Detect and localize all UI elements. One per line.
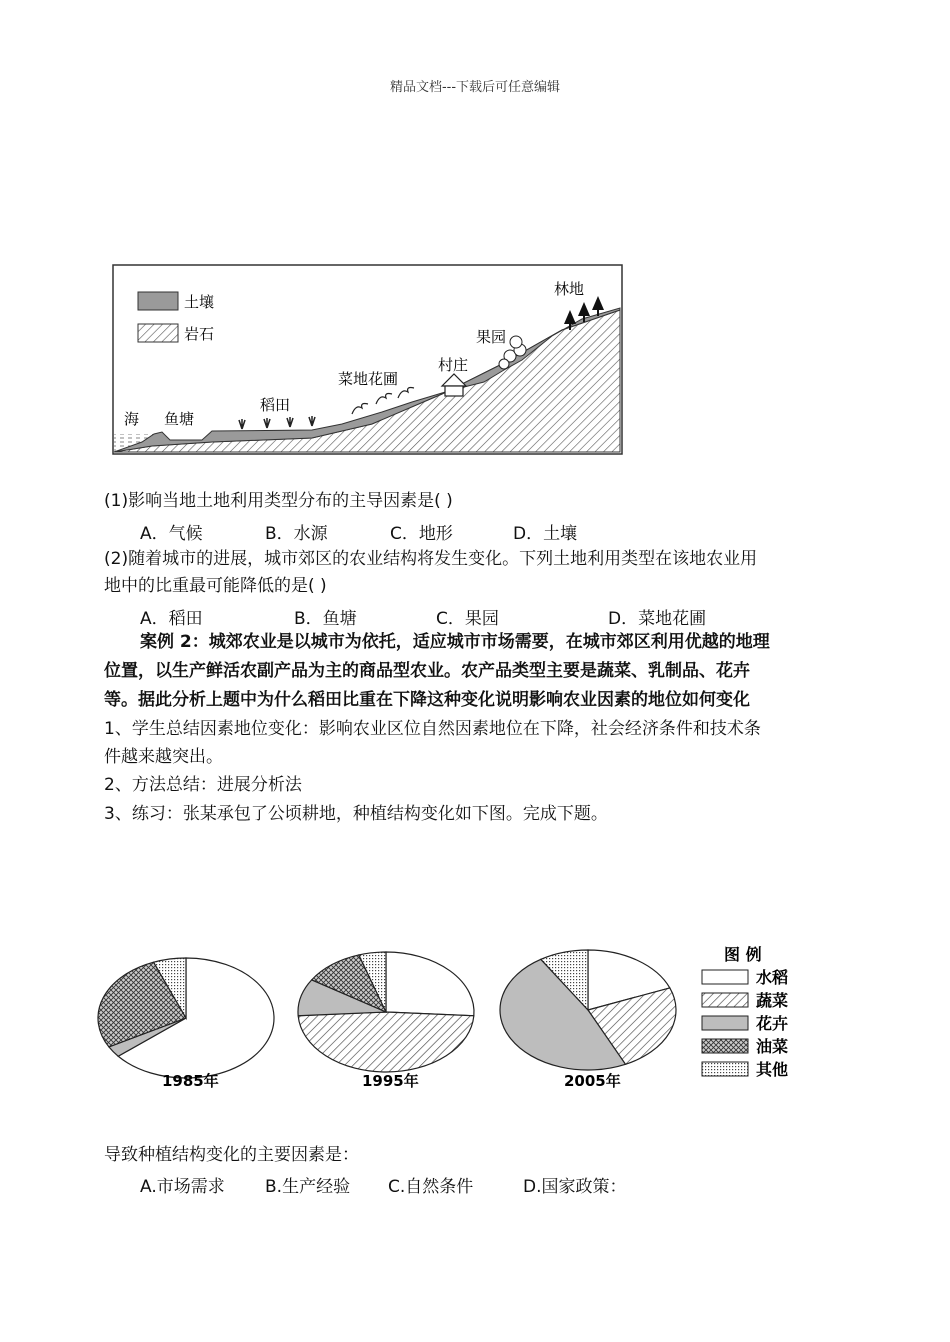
q1-option-d: D．土壤 (513, 524, 578, 544)
pie-year-label: 1985年 (162, 1072, 219, 1090)
q2-option-a: A．稻田 (140, 609, 203, 629)
soil-legend-swatch (138, 292, 178, 310)
summary-point3: 3、练习：张某承包了公顷耕地，种植结构变化如下图。完成下题。 (104, 804, 608, 824)
pie-2005年 (500, 950, 676, 1090)
summary-point1-line2: 件越来越突出。 (104, 747, 223, 767)
q3-option-b: B.生产经验 (265, 1177, 351, 1197)
q1-option-b: B．水源 (265, 524, 328, 544)
rock-legend-swatch (138, 324, 178, 342)
case2-line2: 位置，以生产鲜活农副产品为主的商品型农业。农产品类型主要是蔬菜、乳制品、花卉 (104, 661, 750, 681)
q3-option-c: C.自然条件 (388, 1177, 474, 1197)
legend-swatch-蔬菜 (702, 993, 748, 1007)
summary-point1-line1: 1、学生总结因素地位变化：影响农业区位自然因素地位在下降，社会经济条件和技术条 (104, 719, 761, 739)
village-label: 村庄 (438, 356, 469, 374)
forest-label: 林地 (554, 280, 585, 298)
pie-slice-水稻 (386, 952, 474, 1016)
legend-label-水稻: 水稻 (756, 968, 789, 987)
legend-label-其他: 其他 (756, 1060, 789, 1079)
q2-option-d: D．菜地花圃 (608, 609, 707, 629)
page-header: 精品文档---下载后可任意编辑 (389, 80, 561, 95)
legend-swatch-花卉 (702, 1016, 748, 1030)
legend-swatch-油菜 (702, 1039, 748, 1053)
question-2-stem-line1: (2)随着城市的进展，城市郊区的农业结构将发生变化。下列土地利用类型在该地农业用 (104, 549, 758, 569)
rice-field-label: 稻田 (260, 396, 291, 414)
land-use-profile-diagram (112, 264, 624, 456)
legend-swatch-其他 (702, 1062, 748, 1076)
pie-1985年 (98, 958, 274, 1090)
q3-option-a: A.市场需求 (140, 1177, 225, 1197)
pie-1995年 (298, 952, 474, 1090)
question-3-stem: 导致种植结构变化的主要因素是： (104, 1145, 359, 1165)
legend-label-花卉: 花卉 (756, 1014, 789, 1033)
legend-swatch-水稻 (702, 970, 748, 984)
q1-option-c: C．地形 (390, 524, 453, 544)
soil-legend-label: 土壤 (184, 293, 215, 311)
question-2-stem-line2: 地中的比重最可能降低的是( ) (104, 576, 327, 596)
pie-year-label: 1995年 (362, 1072, 419, 1090)
pie-slice-蔬菜 (298, 1012, 474, 1072)
question-1-stem: (1)影响当地土地利用类型分布的主导因素是( ) (104, 491, 453, 511)
veg-garden-label: 菜地花圃 (338, 370, 399, 388)
fish-pond-label: 鱼塘 (164, 410, 195, 428)
pie-year-label: 2005年 (564, 1072, 621, 1090)
sea-label: 海 (124, 410, 140, 428)
legend-label-油菜: 油菜 (756, 1037, 789, 1056)
planting-structure-pie-charts (96, 940, 816, 1090)
case2-line3: 等。据此分析上题中为什么稻田比重在下降这种变化说明影响农业因素的地位如何变化 (104, 690, 750, 710)
q3-option-d: D.国家政策： (523, 1177, 627, 1197)
q1-option-a: A．气候 (140, 524, 203, 544)
legend-title: 图 例 (724, 945, 762, 964)
rock-legend-label: 岩石 (184, 325, 215, 343)
orchard-label: 果园 (476, 328, 507, 346)
q2-option-c: C．果园 (436, 609, 499, 629)
case2-line1: 案例 2：城郊农业是以城市为依托，适应城市市场需要，在城市郊区利用优越的地理 (140, 632, 770, 652)
summary-point2: 2、方法总结：进展分析法 (104, 775, 302, 795)
legend-label-蔬菜: 蔬菜 (756, 991, 789, 1010)
q2-option-b: B．鱼塘 (294, 609, 357, 629)
